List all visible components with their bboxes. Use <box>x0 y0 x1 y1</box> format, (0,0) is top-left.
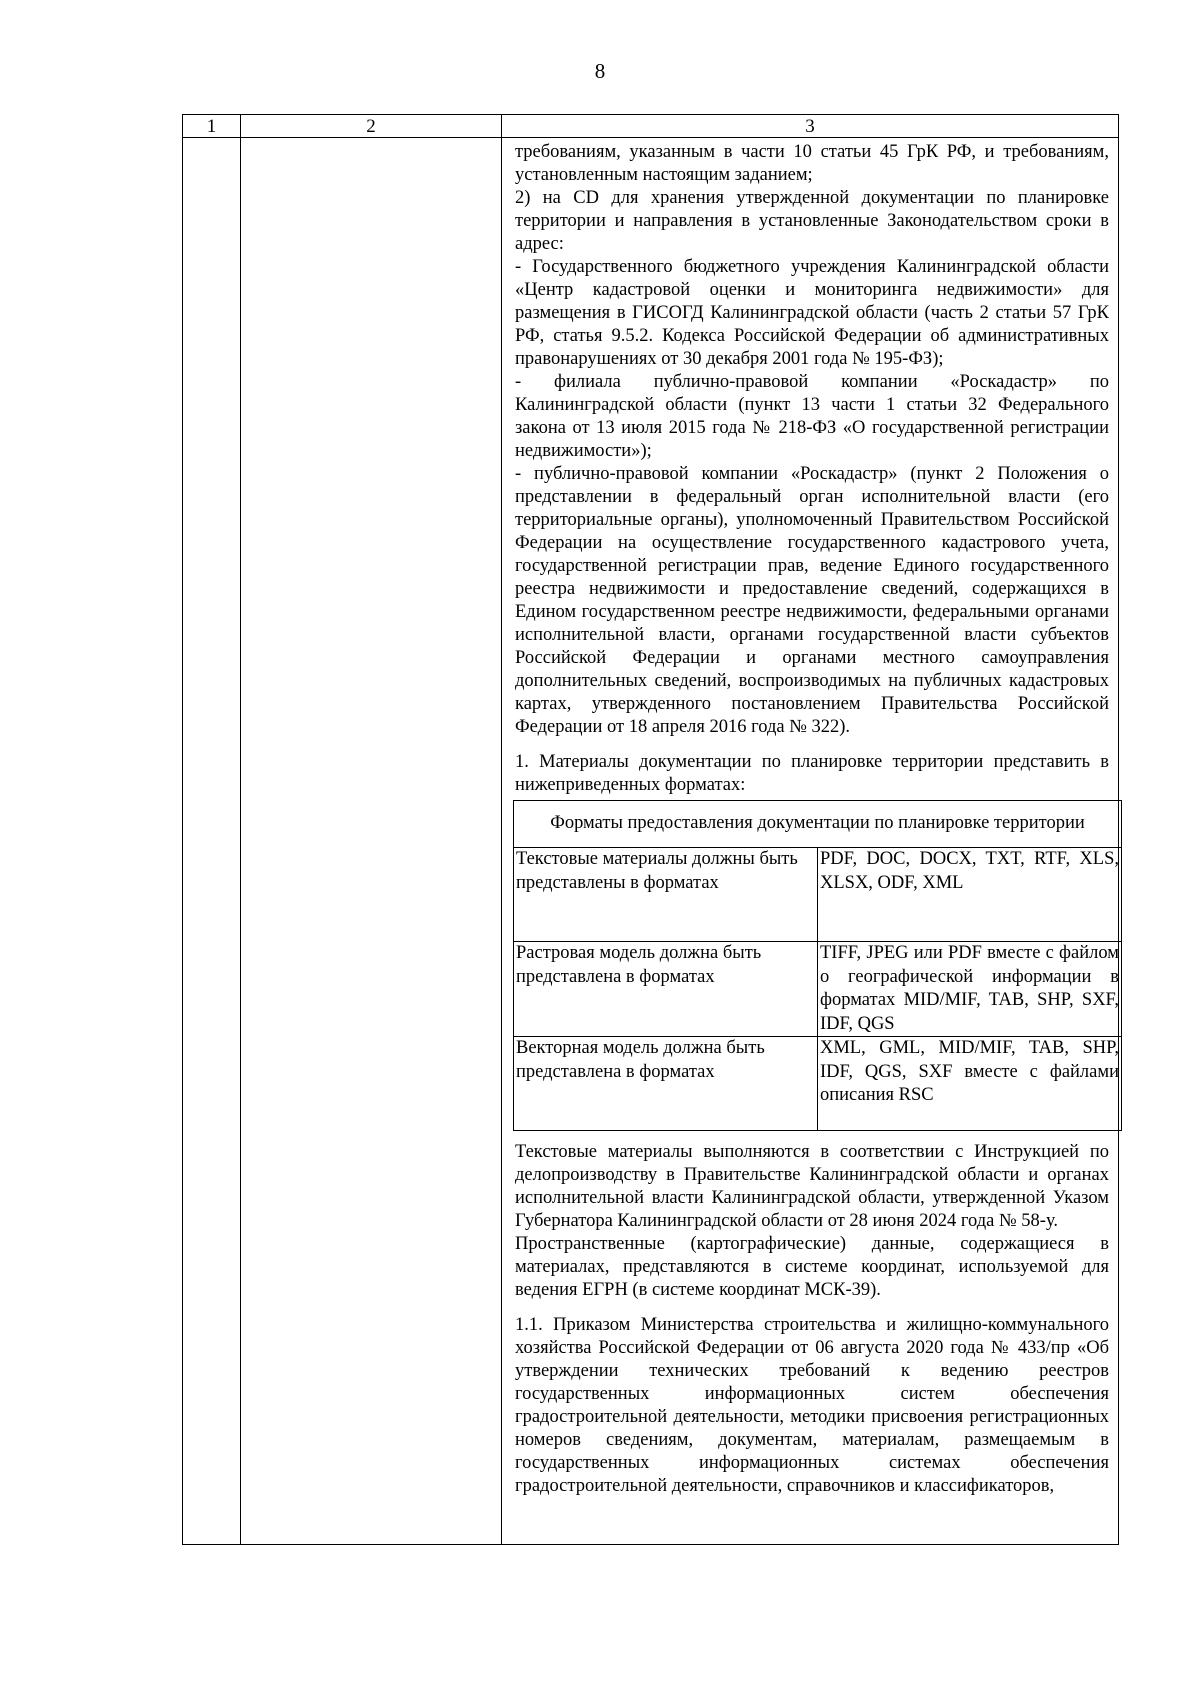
format-value: PDF, DOC, DOCX, TXT, RTF, XLS, XLSX, ODF, XML <box>818 848 1122 942</box>
formats-intro: 1. Материалы документации по планировке территории представить в нижеприведенных форматах: <box>515 752 1109 795</box>
paragraph-final: 1.1. Приказом Министерства строительства и жилищно-коммунального хозяйства Российской Федерации от 06 августа 2020 года № 433/пр «Об утверждении технических требований к ведению реестров государственных информационных систем обеспечения градостроительной деятельности, методики присвоения регистрационных номеров сведениям, документам, материалам, размещаемым в государственных информационных системах обеспечения градостроительной деятельности, справочников и классификаторов, <box>515 1315 1109 1496</box>
paragraph: Пространственные (картографические) данные, содержащиеся в материалах, представляются в системе координат, используемой для ведения ЕГРН (в системе координат МСК-39). <box>515 1234 1109 1300</box>
header-col-2: 2 <box>241 115 502 138</box>
paragraph: Текстовые материалы выполняются в соответствии с Инструкцией по делопроизводству в Правительстве Калининградской области и органах исполнительной власти Калининградской области, утвержденной Указом Губернатора Калининградской области от 28 июня 2024 года № 58-у. <box>515 1142 1109 1231</box>
content-row <box>183 138 1119 1545</box>
formats-table <box>513 800 1122 1131</box>
table-row <box>514 848 1122 942</box>
table-row <box>514 1037 1122 1131</box>
table-header-row <box>183 115 1119 138</box>
col-2-cell <box>241 138 502 1545</box>
paragraph: - филиала публично-правовой компании «Роскадастр» по Калининградской области (пункт 13 части 1 статьи 32 Федерального закона от 13 июля 2015 года № 218-ФЗ «О государственной регистрации недвижимости»); <box>515 372 1109 461</box>
col-1-cell <box>183 138 241 1545</box>
paragraph: - публично-правовой компании «Роскадастр» (пункт 2 Положения о представлении в федеральный орган исполнительной власти (его территориальные органы), уполномоченный Правительством Российской Федерации на осуществление государственного кадастрового учета, государственной регистрации прав, ведение Единого государственного реестра недвижимости и предоставление сведений, содержащихся в Едином государственном реестре недвижимости, федеральными органами исполнительной власти, органами государственной власти субъектов Российской Федерации и органами местного самоуправления дополнительных сведений, воспроизводимых на публичных кадастровых картах, утвержденного постановлением Правительства Российской Федерации от 18 апреля 2016 года № 322). <box>515 464 1109 737</box>
paragraph: требованиям, указанным в части 10 статьи 45 ГрК РФ, и требованиям, установленным настоящим заданием; <box>515 142 1109 185</box>
page-number: 8 <box>594 59 606 83</box>
paragraph: 2) на CD для хранения утвержденной документации по планировке территории и направления в установленные Законодательством сроки в адрес: <box>515 188 1109 254</box>
col-3-content-cell <box>502 138 1119 1545</box>
format-label: Векторная модель должна быть представлена в форматах <box>514 1037 818 1131</box>
format-value: TIFF, JPEG или PDF вместе с файлом о географической информации в форматах MID/MIF, TAB, SHP, SXF, IDF, QGS <box>818 942 1122 1037</box>
table-row <box>514 942 1122 1037</box>
paragraph: - Государственного бюджетного учреждения Калининградской области «Центр кадастровой оценки и мониторинга недвижимости» для размещения в ГИСОГД Калининградской области (часть 2 статьи 57 ГрК РФ, статья 9.5.2. Кодекса Российской Федерации об административных правонарушениях от 30 декабря 2001 года № 195-ФЗ); <box>515 257 1109 369</box>
header-col-1: 1 <box>183 115 241 138</box>
formats-table-title-row <box>514 801 1122 848</box>
header-col-3: 3 <box>502 115 1119 138</box>
main-table <box>182 114 1119 1545</box>
format-label: Текстовые материалы должны быть представлены в форматах <box>514 848 818 942</box>
format-label: Растровая модель должна быть представлена в форматах <box>514 942 818 1037</box>
formats-table-title: Форматы предоставления документации по планировке территории <box>514 801 1122 848</box>
format-value: XML, GML, MID/MIF, TAB, SHP, IDF, QGS, SXF вместе с файлами описания RSC <box>818 1037 1122 1131</box>
